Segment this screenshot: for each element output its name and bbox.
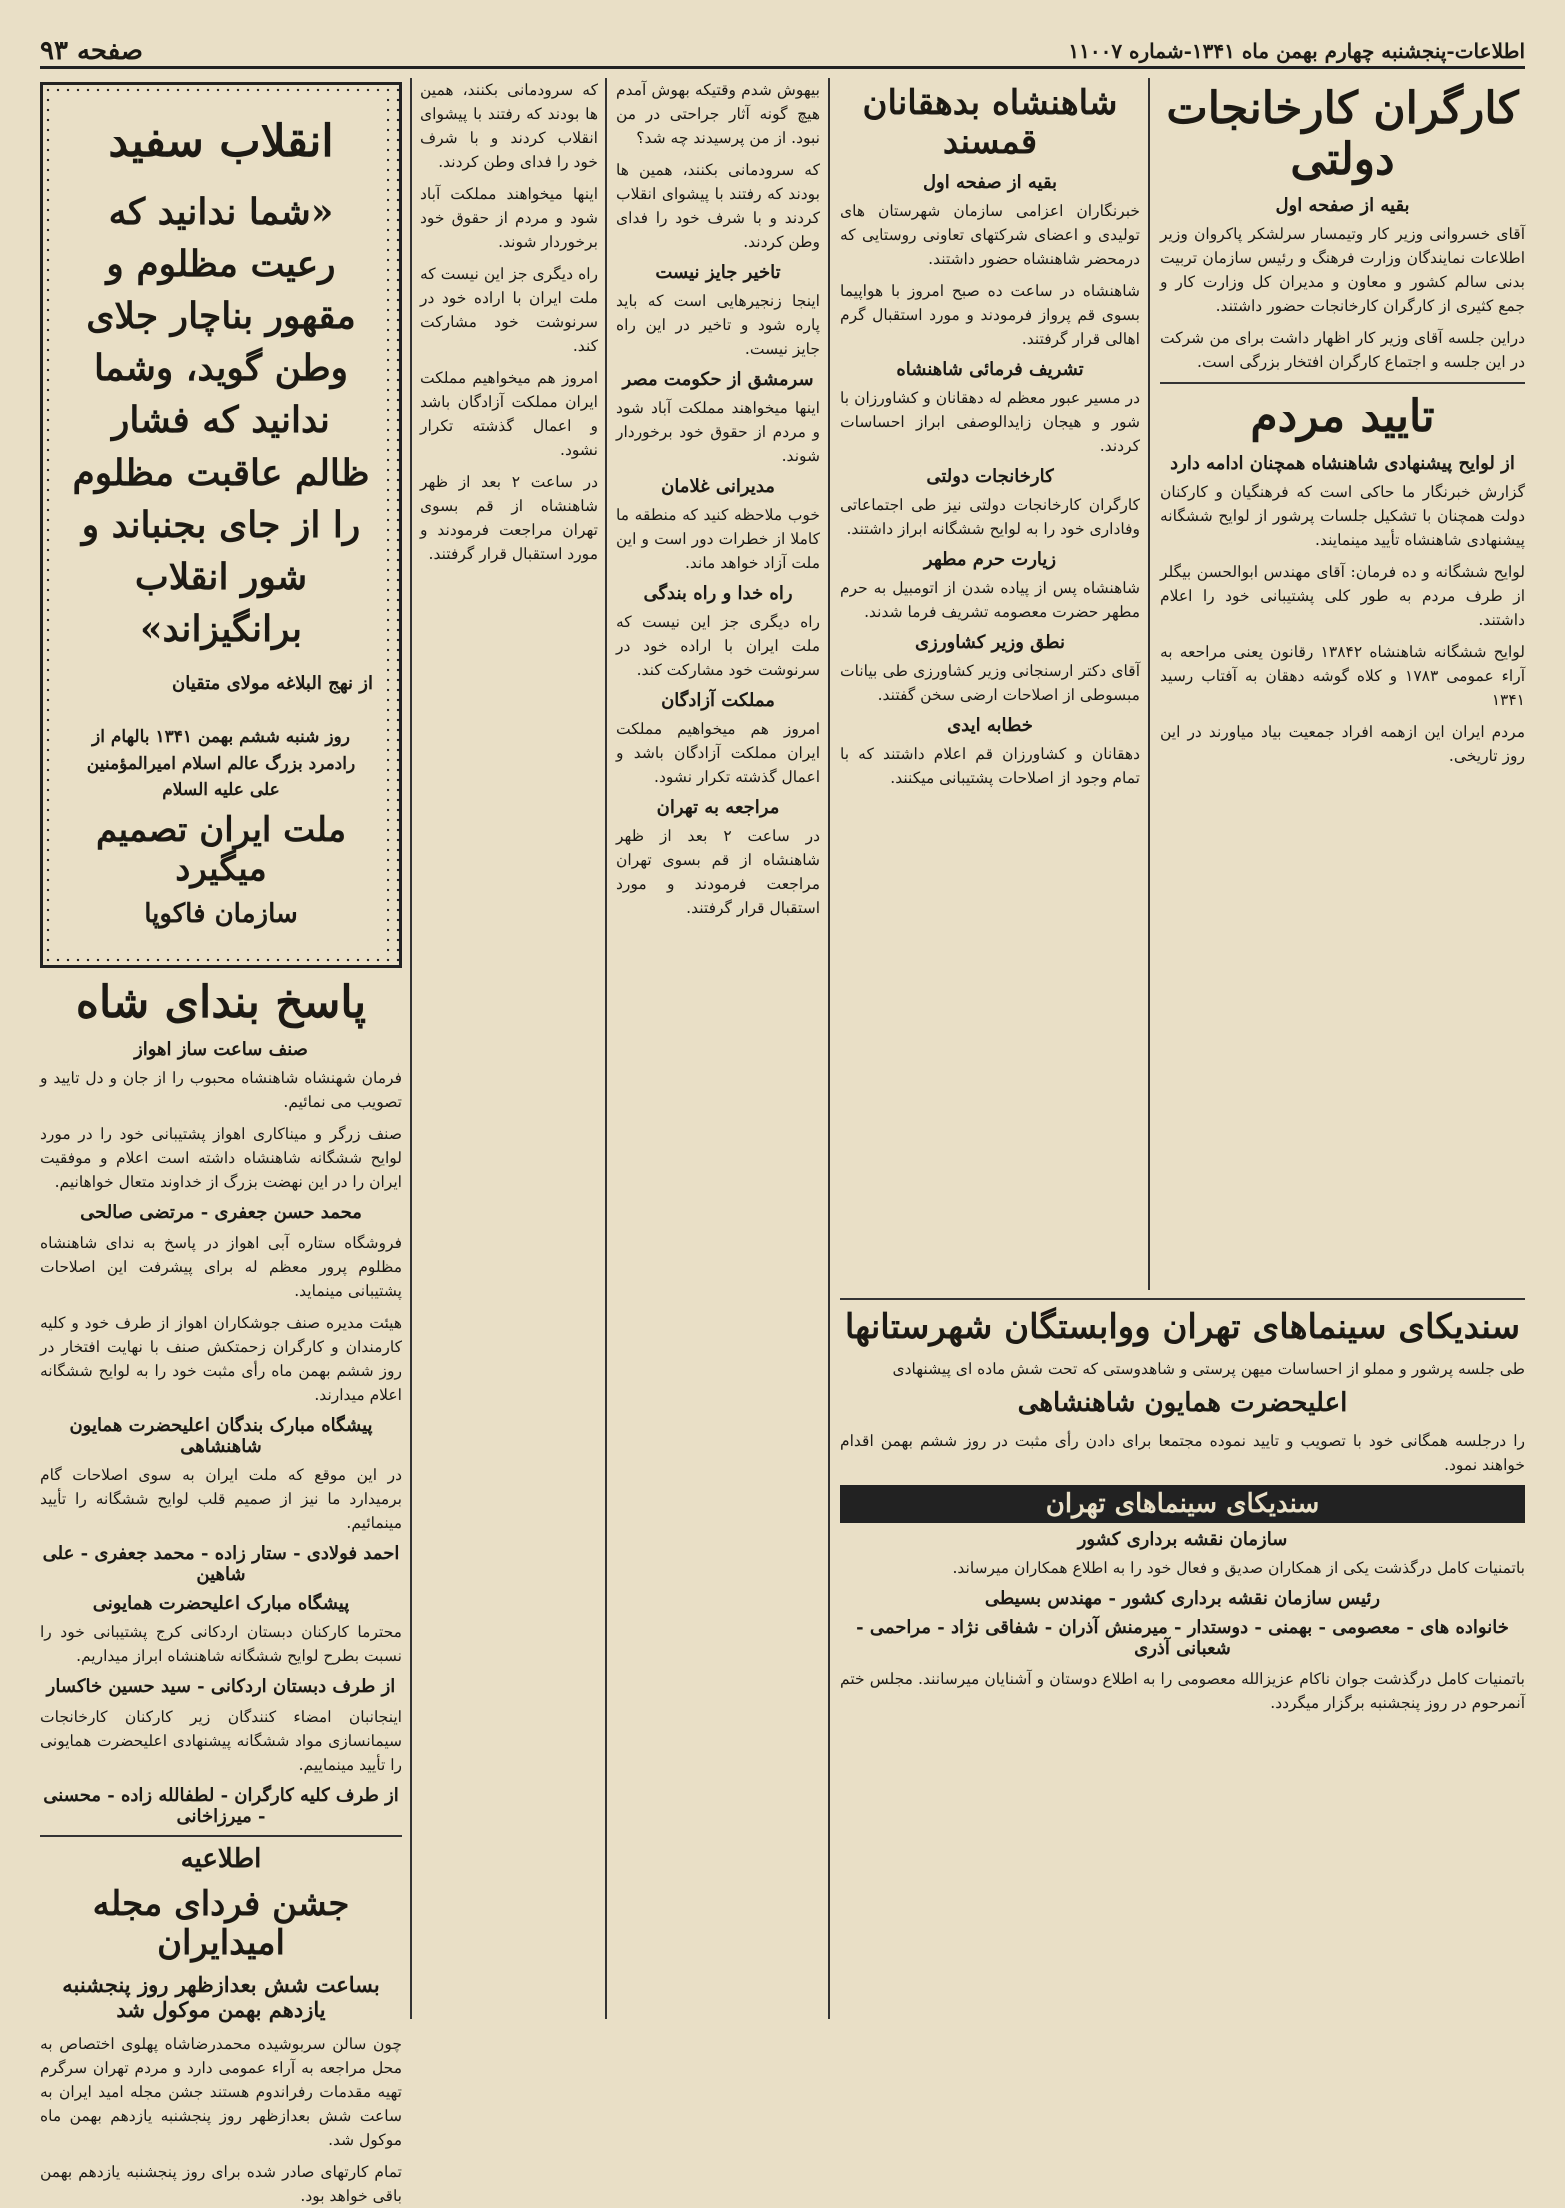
column-speech [616, 78, 820, 2019]
article-paragraph: فروشگاه ستاره آبی اهواز در پاسخ به ندای شاهنشاه مظلوم پرور معظم له برای پیشرفت این اصلاحات پشتیبانی مینماید. [40, 1234, 402, 1301]
article-paragraph: شاهنشاه پس از پیاده شدن از اتومبیل به حرم مطهر حضرت معصومه تشریف فرما شدند. [840, 579, 1140, 622]
article-paragraph: آقای دکتر ارسنجانی وزیر کشاورزی طی بیانات مبسوطی از اصلاحات ارضی سخن گفتند. [840, 662, 1140, 705]
article-paragraph: اینجانبان امضاء کنندگان زیر کارکنان کارخانجات سیمانسازی مواد ششگانه پیشنهادی اعلیحضرت همایونی را تأیید مینماییم. [40, 1708, 402, 1775]
article-paragraph: باتمنیات کامل درگذشت یکی از همکاران صدیق و فعال خود را به اطلاع همکاران میرساند. [952, 1559, 1525, 1578]
subheading: مدیرانی غلامان [661, 476, 775, 498]
article-paragraph: لوایح ششگانه و ده فرمان: آقای مهندس ابوالحسن بیگلر از طرف مردم به طور کلی پشتیبانی خود را اعلام داشتند. [1160, 562, 1525, 629]
survey-signature: رئیس سازمان نقشه برداری کشور - مهندس بسیطی [984, 1588, 1381, 1610]
article-paragraph: کارگران کارخانجات دولتی نیز طی اجتماعاتی وفاداری خود را به لوایح ششگانه ابراز داشتند. [840, 496, 1140, 539]
subheading: نطق وزیر کشاورزی [915, 632, 1065, 654]
article-paragraph: شاهنشاه در ساعت ده صبح امروز با هواپیما بسوی قم پرواز فرمودند و مورد استقبال گرم اهالی قرار گرفتند. [840, 282, 1140, 349]
signature: از طرف دبستان اردکانی - سید حسین خاکسار [46, 1676, 396, 1698]
article-paragraph: امروز هم میخواهیم مملکت ایران مملکت آزادگان باشد و اعمال گذشته تکرار نشود. [616, 720, 820, 787]
column-rule [828, 78, 830, 2019]
signature: احمد فولادی - ستار زاده - محمد جعفری - علی شاهین [42, 1543, 400, 1586]
continued-label: بقیه از صفحه اول [1275, 195, 1410, 217]
royal-title: اعلیحضرت همایون شاهنشاهی [1017, 1388, 1348, 1419]
article-paragraph: گزارش خبرنگار ما حاکی است که فرهنگیان و کارکنان دولت همچنان با تشکیل جلسات پرشور از لوایح ششگانه پیشنهادی شاهنشاه تأیید مینمایند. [1160, 482, 1525, 549]
divider [40, 1835, 402, 1837]
headline-cinema: سندیکای سینماهای تهران ووابستگان شهرستانها [844, 1307, 1521, 1347]
subheading: کارخانجات دولتی [926, 466, 1054, 488]
notice-label: اطلاعیه [180, 1844, 262, 1875]
article-paragraph: در ساعت ۲ بعد از ظهر شاهنشاه از قم بسوی تهران مراجعت فرمودند و مورد استقبال قرار گرفتند. [616, 827, 820, 918]
cinema-banner: سندیکای سینماهای تهران [840, 1485, 1525, 1523]
divider [840, 1298, 1525, 1300]
box-organization: سازمان فاکوپا [144, 898, 298, 929]
article-paragraph: راه دیگری جز این نیست که ملت ایران با اراده خود در سرنوشت خود مشارکت کند. [420, 265, 598, 356]
article-paragraph: آقای خسروانی وزیر کار وتیمسار سرلشکر پاکروان وزیر اطلاعات نمایندگان وزارت فرهنگ و رئیس سازمان تربیت بدنی سالم کشور و معاون و مدیران کل وزارت کار و جمع کثیری از کارگران کارخانجات حضور داشتند. [1160, 225, 1525, 316]
approval-subtitle: از لوایح پیشنهادی شاهنشاه همچنان ادامه دارد [1170, 452, 1515, 474]
families-line: خانواده های - معصومی - بهمنی - دوستدار - میرمنش آذران - شفاقی نژاد - مراحمی - شعبانی آذری [856, 1617, 1509, 1660]
divider [1160, 382, 1525, 384]
page-number: صفحه ۹۳ [40, 36, 143, 66]
continued-label: بقیه از صفحه اول [922, 172, 1058, 194]
headline-notice: جشن فردای مجله امیدایران [92, 1884, 350, 1964]
masthead-issue: اطلاعات-پنجشنبه چهارم بهمن ماه ۱۳۴۱-شماره ۱۱۰۰۷ [1068, 39, 1525, 63]
white-revolution-box [40, 82, 402, 968]
masthead [40, 36, 1525, 69]
article-paragraph: بیهوش شدم وقتیکه بهوش آمدم هیچ گونه آثار جراحتی در من نبود. از من پرسیدند چه شد؟ [616, 81, 820, 148]
headline-reply: پاسخ بندای شاه [75, 977, 367, 1029]
column-rule [605, 78, 607, 2019]
subheading: مراجعه به تهران [656, 797, 780, 819]
article-paragraph: خوب ملاحظه کنید که منطقه ما کاملا از خطرات دور است و این ملت آزاد خواهد ماند. [616, 506, 820, 573]
nahj-quote: «شما ندانید که رعیت مظلوم و مقهور بناچار جلای وطن گوید، وشما ندانید که فشار ظالم عاقبت مظلوم را از جای بجنباند و شور انقلاب برانگیزاند» [72, 190, 370, 651]
article-paragraph: که سرودمانی بکنند، همین ها بودند که رفتند با پیشوای انقلاب کردند و با شرف خود را فدای وطن کردند. [616, 161, 820, 252]
box-title: انقلاب سفید [108, 116, 334, 167]
column-speech-continued [420, 78, 598, 2019]
subheading: پیشگاه مبارک بندگان اعلیحضرت همایون شاهنشاهی [69, 1415, 373, 1458]
article-paragraph: مردم ایران این ازهمه افراد جمعیت بیاد میاورند در این روز تاریخی. [1160, 723, 1525, 766]
reply-subtitle: صنف ساعت ساز اهواز [134, 1038, 308, 1060]
subheading: تشریف فرمائی شاهنشاه [896, 359, 1084, 381]
article-paragraph: فرمان شهنشاه شاهنشاه محبوب را از جان و دل تایید و تصویب می نمائیم. [40, 1068, 402, 1111]
signature: محمد حسن جعفری - مرتضی صالحی [80, 1202, 362, 1224]
signature: از طرف کلیه کارگران - لطفالله زاده - محسنی - میرزاخانی [43, 1785, 399, 1828]
article-paragraph: دراین جلسه آقای وزیر کار اظهار داشت برای من شرکت در این جلسه و اجتماع کارگران افتخار بزرگی است. [1160, 329, 1525, 372]
notice-subtitle: بساعت شش بعدازظهر روز پنجشنبه یازدهم بهمن موکول شد [62, 1972, 380, 2022]
article-paragraph: باتمنیات کامل درگذشت جوان ناکام عزیزالله معصومی را به اطلاع دوستان و آشنایان میرسانند. مجلس ختم آنمرحوم در روز پنجشنبه برگزار میگردد. [840, 1670, 1525, 1713]
column-white-revolution [40, 78, 402, 2205]
article-paragraph: دهقانان و کشاورزان قم اعلام داشتند که با تمام وجود از اصلاحات پشتیبانی میکنند. [840, 745, 1140, 788]
subheading: پیشگاه مبارک اعلیحضرت همایونی [92, 1593, 350, 1615]
cinema-syndicate-block [840, 1290, 1525, 2019]
article-paragraph: را درجلسه همگانی خود با تصویب و تایید نموده مجتمعا برای دادن رأی مثبت در روز ششم بهمن اقدام خواهند نمود. [840, 1432, 1525, 1475]
headline-qom: شاهنشاه بدهقانان قمسند [862, 83, 1118, 163]
headline-approval: تایید مردم [1250, 391, 1435, 443]
article-paragraph: در این موقع که ملت ایران به سوی اصلاحات گام برمیدارد ما نیز از صمیم قلب لوایح ششگانه را تأیید مینمائیم. [40, 1466, 402, 1533]
article-paragraph: طی جلسه پرشور و مملو از احساسات میهن پرستی و شاهدوستی که تحت شش ماده ای پیشنهادی [892, 1360, 1525, 1379]
article-paragraph: چون سالن سربوشیده محمدرضاشاه پهلوی اختصاص به محل مراجعه به آراء عمومی دارد و مردم تهران سرگرم تهیه مقدمات رفراندوم هستند جشن مجله امید ایران به ساعت شش بعدازظهر روز پنجشنبه یازدهم بهمن ماه موکول شد. [40, 2034, 402, 2149]
article-paragraph: خبرنگاران اعزامی سازمان شهرستان های تولیدی و اعضای شرکتهای تعاونی روستایی که درمحضر شاهنشاه حضور داشتند. [840, 202, 1140, 269]
article-paragraph: محترما کارکنان دبستان اردکانی کرج پشتیبانی خود را نسبت بطرح لوایح ششگانه شاهنشاه ابراز میداریم. [40, 1623, 402, 1666]
article-paragraph: در مسیر عبور معظم له دهقانان و کشاورزان با شور و هیجان زایدالوصفی ابراز احساسات کردند. [840, 389, 1140, 456]
article-paragraph: اینها میخواهند مملکت آباد شود و مردم از حقوق خود برخوردار شوند. [420, 185, 598, 252]
subheading: تاخیر جایز نیست [655, 262, 781, 284]
box-slogan: ملت ایران تصمیم میگیرد [95, 810, 347, 890]
subheading: خطابه ایدی [947, 715, 1033, 737]
article-paragraph: هیئت مدیره صنف جوشکاران اهواز از طرف خود و کلیه کارمندان و کارگران زحمتکش صنف با نهایت افتخار در روز ششم بهمن ماه رأی مثبت خود را به لوایح ششگانه اعلام میدارند. [40, 1314, 402, 1405]
column-qom [840, 78, 1140, 1279]
subheading: مملکت آزادگان [661, 690, 775, 712]
subheading: زیارت حرم مطهر [923, 549, 1057, 571]
box-date: روز شنبه ششم بهمن ۱۳۴۱ بالهام از رادمرد بزرگ عالم اسلام امیرالمؤمنین علی علیه السلام [86, 727, 356, 800]
article-paragraph: راه دیگری جز این نیست که ملت ایران با اراده خود در سرنوشت خود مشارکت کند. [616, 613, 820, 680]
article-paragraph: تمام کارتهای صادر شده برای روز پنجشنبه یازدهم بهمن باقی خواهد بود. [40, 2162, 402, 2205]
article-paragraph: اینجا زنجیرهایی است که باید پاره شود و تاخیر در این راه جایز نیست. [616, 292, 820, 359]
article-paragraph: لوایح ششگانه شاهنشاه ۱۳۸۴۲ رقانون یعنی مراحعه به آراء عمومی ۱۷۸۳ و کلاه گوشه دهقان به آفتاب رسید ۱۳۴۱ [1160, 642, 1526, 709]
article-paragraph: صنف زرگر و میناکاری اهواز پشتیبانی خود را در مورد لوایح ششگانه شاهنشاه داشته است اعلام و موفقیت ایران را در این نهضت بزرگ از خداوند متعال خواهانیم. [40, 1125, 402, 1192]
subheading: راه خدا و راه بندگی [643, 583, 793, 605]
subheading: سرمشق از حکومت مصر [622, 369, 814, 391]
article-paragraph: اینها میخواهند مملکت آباد شود و مردم از حقوق خود برخوردار شوند. [616, 399, 820, 466]
article-paragraph: که سرودمانی بکنند، همین ها بودند که رفتند با پیشوای انقلاب کردند و با شرف خود را فدای وطن کردند. [420, 81, 598, 172]
survey-org-title: سازمان نقشه برداری کشور [1077, 1529, 1288, 1551]
article-paragraph: امروز هم میخواهیم مملکت ایران مملکت آزادگان باشد و اعمال گذشته تکرار نشود. [420, 369, 598, 460]
quote-source: از نهج البلاغه مولای متقیان [171, 673, 373, 695]
column-rule [410, 78, 412, 2019]
article-paragraph: در ساعت ۲ بعد از ظهر شاهنشاه از قم بسوی تهران مراجعت فرمودند و مورد استقبال قرار گرفتند. [420, 473, 598, 564]
headline-workers: کارگران کارخانجات دولتی [1166, 83, 1519, 185]
